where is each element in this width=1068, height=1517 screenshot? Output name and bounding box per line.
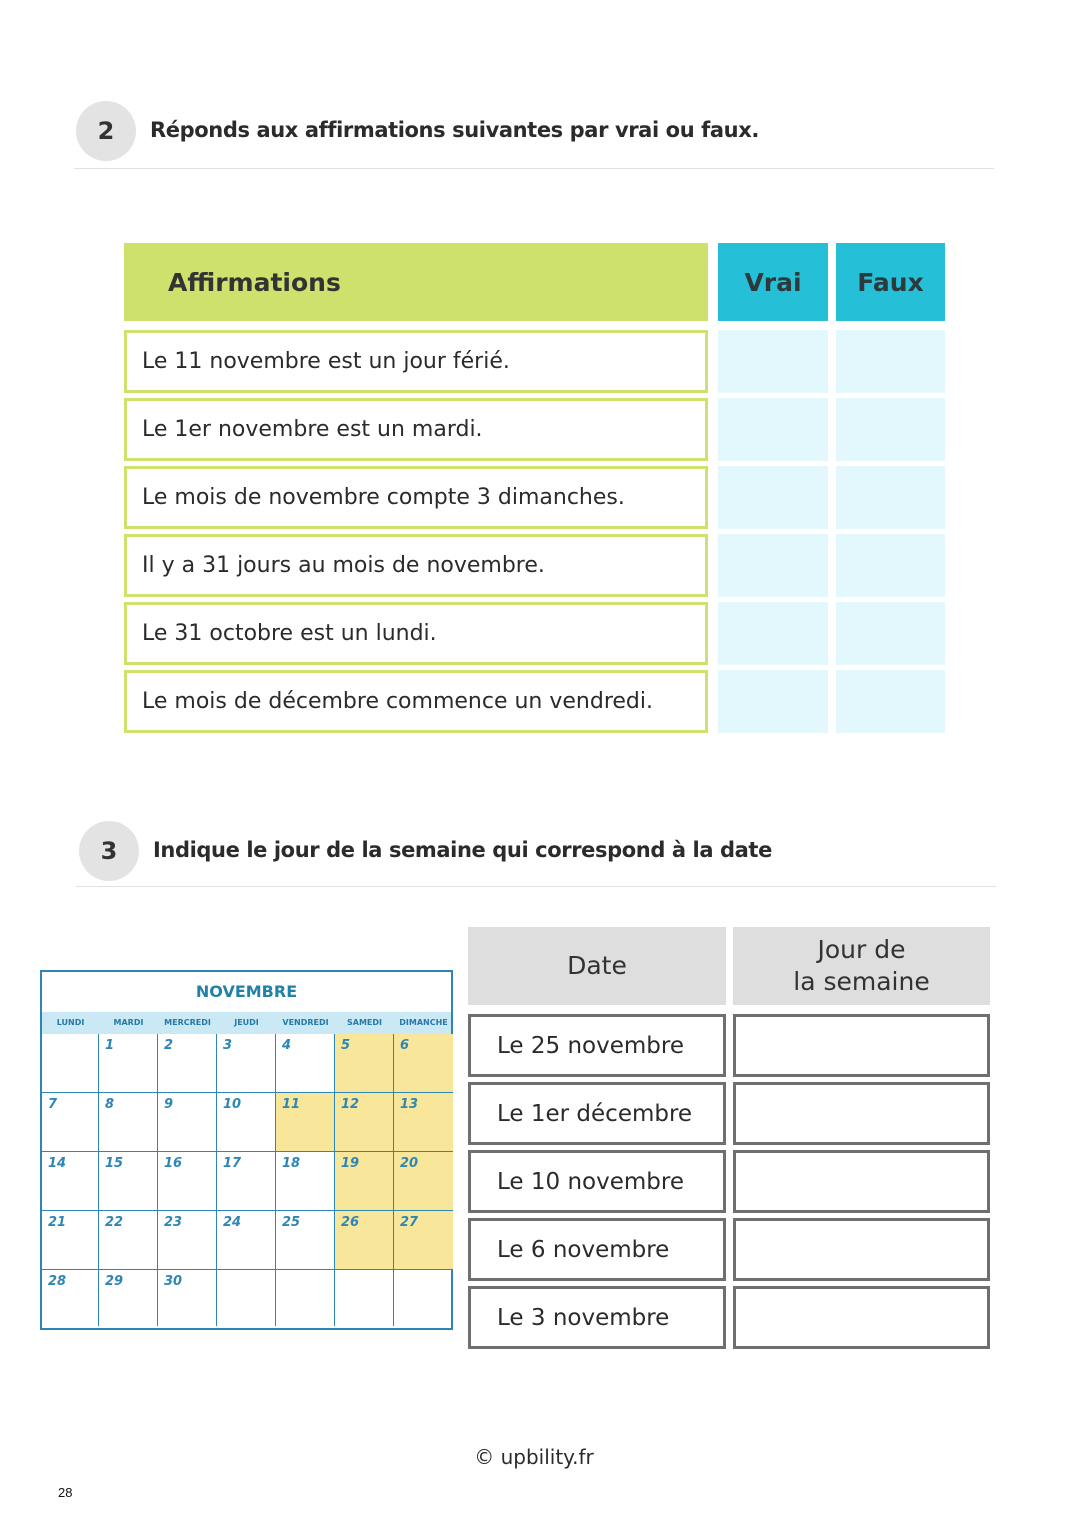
exercise-3-instruction: Indique le jour de la semaine qui correspond à la date <box>153 838 772 862</box>
vrai-answer-cell[interactable] <box>718 670 828 733</box>
calendar-day-cell: 4 <box>276 1034 335 1093</box>
calendar-day-cell: 5 <box>335 1034 394 1093</box>
date-label-cell: Le 1er décembre <box>468 1082 726 1145</box>
date-label-cell: Le 6 novembre <box>468 1218 726 1281</box>
calendar-empty-cell <box>217 1270 276 1326</box>
vrai-answer-cell[interactable] <box>718 602 828 665</box>
faux-header: Faux <box>836 243 945 321</box>
affirmation-statement: Le 1er novembre est un mardi. <box>124 398 708 461</box>
affirmation-statement: Le 11 novembre est un jour férié. <box>124 330 708 393</box>
jour-semaine-header <box>733 927 990 1005</box>
calendar-day-cell: 11 <box>276 1093 335 1152</box>
calendar-day-cell: 14 <box>42 1152 99 1211</box>
calendar-weekday-label: SAMEDI <box>347 1018 382 1027</box>
calendar-weekday-label: JEUDI <box>234 1018 259 1027</box>
calendar-day-cell: 27 <box>394 1211 453 1270</box>
calendar-day-cell: 20 <box>394 1152 453 1211</box>
calendar-empty-cell <box>42 1034 99 1093</box>
calendar-day-cell: 10 <box>217 1093 276 1152</box>
calendar-day-cell: 24 <box>217 1211 276 1270</box>
calendar-day-cell: 19 <box>335 1152 394 1211</box>
exercise-2-number: 2 <box>76 101 136 161</box>
calendar-weekday-label: DIMANCHE <box>399 1018 448 1027</box>
exercise-3-number: 3 <box>79 821 139 881</box>
affirmations-header: Affirmations <box>124 243 708 321</box>
calendar-day-cell: 12 <box>335 1093 394 1152</box>
calendar-day-cell: 9 <box>158 1093 217 1152</box>
november-calendar <box>40 970 453 1330</box>
faux-answer-cell[interactable] <box>836 602 945 665</box>
calendar-day-cell: 28 <box>42 1270 99 1326</box>
affirmation-statement: Le mois de novembre compte 3 dimanches. <box>124 466 708 529</box>
calendar-empty-cell <box>335 1270 394 1326</box>
exercise-2-instruction: Réponds aux affirmations suivantes par vrai ou faux. <box>150 118 759 142</box>
vrai-header: Vrai <box>718 243 828 321</box>
date-header: Date <box>468 927 726 1005</box>
vrai-answer-cell[interactable] <box>718 534 828 597</box>
faux-answer-cell[interactable] <box>836 466 945 529</box>
weekday-answer-cell[interactable] <box>733 1218 990 1281</box>
exercise-3-divider <box>76 886 996 887</box>
vrai-answer-cell[interactable] <box>718 466 828 529</box>
calendar-weekday-label: MARDI <box>113 1018 144 1027</box>
vrai-answer-cell[interactable] <box>718 330 828 393</box>
date-label-cell: Le 10 novembre <box>468 1150 726 1213</box>
faux-answer-cell[interactable] <box>836 534 945 597</box>
calendar-day-cell: 26 <box>335 1211 394 1270</box>
page-number: 28 <box>58 1485 73 1500</box>
weekday-answer-cell[interactable] <box>733 1014 990 1077</box>
exercise-2-divider <box>74 168 994 169</box>
affirmation-statement: Le mois de décembre commence un vendredi. <box>124 670 708 733</box>
calendar-day-cell: 13 <box>394 1093 453 1152</box>
affirmation-statement: Le 31 octobre est un lundi. <box>124 602 708 665</box>
faux-answer-cell[interactable] <box>836 398 945 461</box>
calendar-day-cell: 18 <box>276 1152 335 1211</box>
calendar-weekday-label: LUNDI <box>56 1018 85 1027</box>
calendar-empty-cell <box>276 1270 335 1326</box>
jour-header-line2: la semaine <box>793 967 930 996</box>
calendar-day-cell: 23 <box>158 1211 217 1270</box>
calendar-day-cell: 1 <box>99 1034 158 1093</box>
calendar-weekday-label: VENDREDI <box>282 1018 329 1027</box>
date-label-cell: Le 25 novembre <box>468 1014 726 1077</box>
calendar-day-cell: 29 <box>99 1270 158 1326</box>
calendar-month-title: NOVEMBRE <box>195 982 298 1001</box>
calendar-day-cell: 16 <box>158 1152 217 1211</box>
calendar-day-cell: 25 <box>276 1211 335 1270</box>
calendar-day-cell: 15 <box>99 1152 158 1211</box>
calendar-weekday-row <box>42 1012 451 1034</box>
weekday-answer-cell[interactable] <box>733 1286 990 1349</box>
weekday-answer-cell[interactable] <box>733 1150 990 1213</box>
date-label-cell: Le 3 novembre <box>468 1286 726 1349</box>
jour-header-line1: Jour de <box>817 935 906 964</box>
vrai-answer-cell[interactable] <box>718 398 828 461</box>
calendar-day-cell: 17 <box>217 1152 276 1211</box>
calendar-day-cell: 22 <box>99 1211 158 1270</box>
weekday-answer-cell[interactable] <box>733 1082 990 1145</box>
faux-answer-cell[interactable] <box>836 330 945 393</box>
calendar-weekday-label: MERCREDI <box>164 1018 211 1027</box>
calendar-day-cell: 8 <box>99 1093 158 1152</box>
faux-answer-cell[interactable] <box>836 670 945 733</box>
calendar-day-cell: 3 <box>217 1034 276 1093</box>
calendar-day-cell: 21 <box>42 1211 99 1270</box>
copyright: © upbility.fr <box>474 1445 594 1469</box>
calendar-day-cell: 30 <box>158 1270 217 1326</box>
calendar-day-cell: 2 <box>158 1034 217 1093</box>
affirmation-statement: Il y a 31 jours au mois de novembre. <box>124 534 708 597</box>
calendar-day-cell: 6 <box>394 1034 453 1093</box>
calendar-day-cell: 7 <box>42 1093 99 1152</box>
calendar-empty-cell <box>394 1270 453 1326</box>
